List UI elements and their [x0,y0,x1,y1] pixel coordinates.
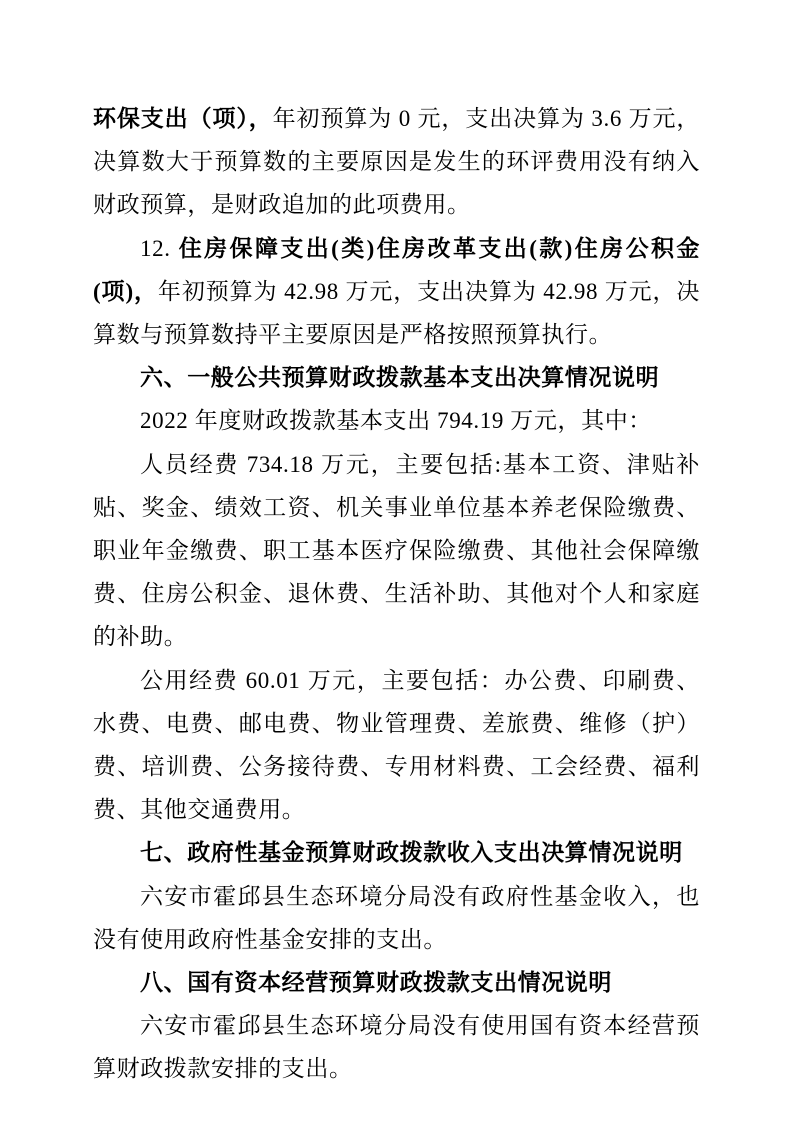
text-run-bold: 环保支出（项）， [93,106,273,131]
text-run: 公用经费 60.01 万元，主要包括：办公费、印刷费、水费、电费、邮电费、物业管理费、差旅费、维修（护）费、培训费、公务接待费、专用材料费、工会经费、福利费、其他交通费用。 [93,667,700,823]
paragraph-housing-item-12 [93,227,700,357]
text-run: 年初预算为 0 元，支出决算为 3.6 万元，决算数大于预算数的主要原因是发生的环评费用没有纳入财政预算，是财政追加的此项费用。 [93,106,700,218]
heading-section-6 [93,356,700,399]
text-run: 六安市霍邱县生态环境分局没有政府性基金收入，也没有使用政府性基金安排的支出。 [93,883,700,952]
text-run: 2022 年度财政拨款基本支出 794.19 万元，其中： [140,408,652,434]
text-run-bold: 住房保障支出(类)住房改革支出(款)住房公积金(项)， [93,235,701,304]
paragraph-environmental-expenditure [93,97,700,227]
heading-section-8 [93,961,700,1004]
paragraph-government-fund [93,875,700,961]
heading-section-7 [93,831,700,874]
text-run: 人员经费 734.18 万元，主要包括:基本工资、津贴补贴、奖金、绩效工资、机关事业单位基本养老保险缴费、职业年金缴费、职工基本医疗保险缴费、其他社会保障缴费、住房公积金、退休费、生活补助、其他对个人和家庭的补助。 [93,451,700,650]
text-run: 12. [140,235,179,261]
heading-text: 七、政府性基金预算财政拨款收入支出决算情况说明 [140,839,683,866]
paragraph-state-capital [93,1004,700,1090]
text-run: 年初预算为 42.98 万元，支出决算为 42.98 万元，决算数与预算数持平主要原因是严格按照预算执行。 [93,278,700,348]
heading-text: 八、国有资本经营预算财政拨款支出情况说明 [140,969,612,996]
text-run: 六安市霍邱县生态环境分局没有使用国有资本经营预算财政拨款安排的支出。 [93,1013,700,1082]
paragraph-personnel-funds [93,443,700,659]
paragraph-public-funds [93,659,700,832]
heading-text: 六、一般公共预算财政拨款基本支出决算情况说明 [140,364,660,391]
paragraph-basic-expenditure-total [93,399,700,442]
